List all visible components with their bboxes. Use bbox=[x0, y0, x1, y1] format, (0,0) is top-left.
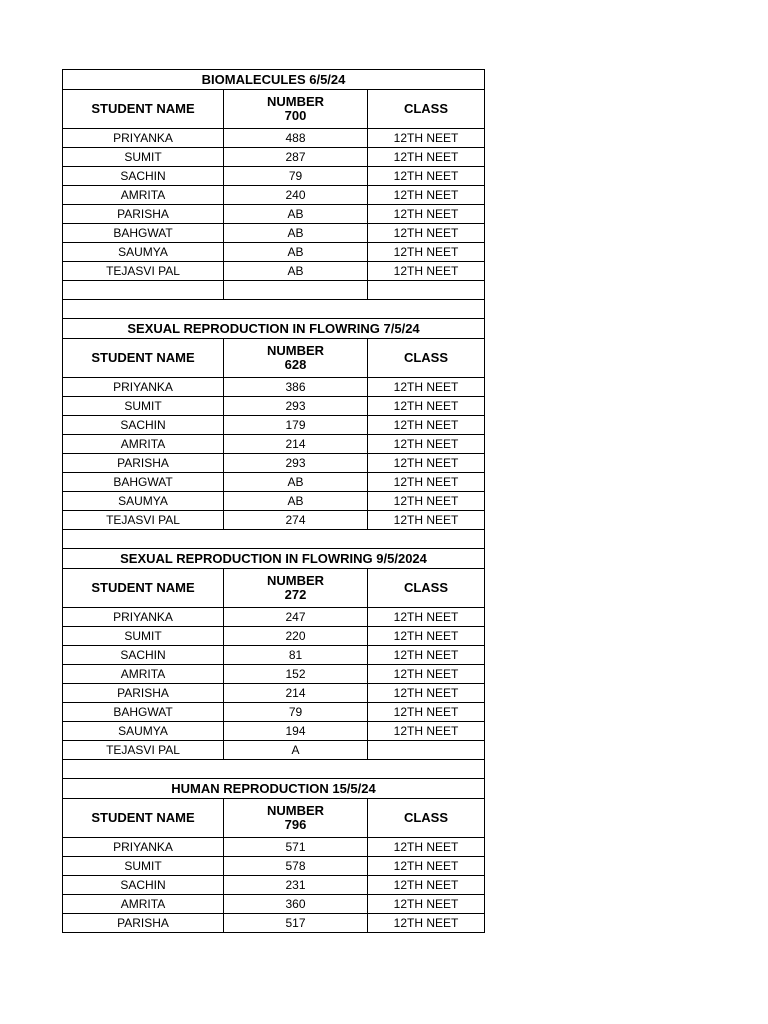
cell-class[interactable]: 12TH NEET bbox=[368, 148, 485, 167]
header-max-marks: 796 bbox=[284, 817, 307, 832]
cell-class[interactable]: 12TH NEET bbox=[368, 454, 485, 473]
section-title-row bbox=[63, 70, 485, 90]
cell-number[interactable]: AB bbox=[224, 473, 368, 492]
header-number[interactable] bbox=[224, 799, 368, 838]
cell-class[interactable]: 12TH NEET bbox=[368, 224, 485, 243]
table-row bbox=[63, 703, 485, 722]
header-class[interactable]: CLASS bbox=[368, 569, 485, 608]
cell-class[interactable]: 12TH NEET bbox=[368, 378, 485, 397]
header-number-label: NUMBER bbox=[266, 573, 325, 588]
empty-cell[interactable] bbox=[368, 281, 485, 300]
table-row bbox=[63, 416, 485, 435]
header-max-marks: 700 bbox=[284, 108, 307, 123]
cell-student-name[interactable]: SAUMYA bbox=[63, 243, 224, 262]
cell-student-name[interactable]: SUMIT bbox=[63, 857, 224, 876]
cell-student-name[interactable]: BAHGWAT bbox=[63, 703, 224, 722]
header-number-label: NUMBER bbox=[266, 94, 325, 109]
cell-number[interactable]: AB bbox=[224, 262, 368, 281]
empty-cell[interactable] bbox=[63, 760, 485, 779]
column-header-row bbox=[63, 799, 485, 838]
cell-number[interactable]: 79 bbox=[224, 167, 368, 186]
cell-student-name[interactable]: SUMIT bbox=[63, 627, 224, 646]
header-class[interactable]: CLASS bbox=[368, 799, 485, 838]
table-row bbox=[63, 473, 485, 492]
table-row bbox=[63, 243, 485, 262]
cell-class[interactable]: 12TH NEET bbox=[368, 703, 485, 722]
cell-student-name[interactable]: PARISHA bbox=[63, 914, 224, 933]
table-row bbox=[63, 205, 485, 224]
section-title-row bbox=[63, 549, 485, 569]
cell-class[interactable]: 12TH NEET bbox=[368, 492, 485, 511]
cell-class[interactable] bbox=[368, 741, 485, 760]
cell-student-name[interactable]: PRIYANKA bbox=[63, 378, 224, 397]
cell-class[interactable]: 12TH NEET bbox=[368, 167, 485, 186]
cell-class[interactable]: 12TH NEET bbox=[368, 129, 485, 148]
cell-class[interactable]: 12TH NEET bbox=[368, 205, 485, 224]
cell-number[interactable]: 214 bbox=[224, 684, 368, 703]
cell-number[interactable]: 194 bbox=[224, 722, 368, 741]
empty-row bbox=[63, 530, 485, 549]
table-row bbox=[63, 665, 485, 684]
cell-student-name[interactable]: SACHIN bbox=[63, 646, 224, 665]
table-row bbox=[63, 646, 485, 665]
table-row bbox=[63, 454, 485, 473]
cell-student-name[interactable]: SAUMYA bbox=[63, 722, 224, 741]
cell-class[interactable]: 12TH NEET bbox=[368, 684, 485, 703]
cell-number[interactable]: AB bbox=[224, 224, 368, 243]
table-row bbox=[63, 838, 485, 857]
section-title-row bbox=[63, 319, 485, 339]
cell-class[interactable]: 12TH NEET bbox=[368, 665, 485, 684]
cell-number[interactable]: 517 bbox=[224, 914, 368, 933]
column-header-row bbox=[63, 339, 485, 378]
table-row bbox=[63, 741, 485, 760]
cell-number[interactable]: 214 bbox=[224, 435, 368, 454]
empty-cell[interactable] bbox=[224, 281, 368, 300]
cell-number[interactable]: 578 bbox=[224, 857, 368, 876]
cell-class[interactable]: 12TH NEET bbox=[368, 243, 485, 262]
header-max-marks: 272 bbox=[284, 587, 307, 602]
header-number-label: NUMBER bbox=[266, 343, 325, 358]
header-class[interactable]: CLASS bbox=[368, 339, 485, 378]
table-row bbox=[63, 378, 485, 397]
cell-number[interactable]: 152 bbox=[224, 665, 368, 684]
section-title[interactable]: HUMAN REPRODUCTION 15/5/24 bbox=[63, 779, 485, 799]
header-number[interactable] bbox=[224, 90, 368, 129]
cell-number[interactable]: 220 bbox=[224, 627, 368, 646]
cell-student-name[interactable]: SUMIT bbox=[63, 397, 224, 416]
table-row bbox=[63, 722, 485, 741]
cell-class[interactable]: 12TH NEET bbox=[368, 511, 485, 530]
cell-class[interactable]: 12TH NEET bbox=[368, 895, 485, 914]
header-student-name[interactable]: STUDENT NAME bbox=[63, 799, 224, 838]
header-student-name[interactable]: STUDENT NAME bbox=[63, 339, 224, 378]
cell-number[interactable]: 571 bbox=[224, 838, 368, 857]
table-row bbox=[63, 492, 485, 511]
cell-class[interactable]: 12TH NEET bbox=[368, 186, 485, 205]
cell-student-name[interactable]: AMRITA bbox=[63, 435, 224, 454]
empty-row bbox=[63, 281, 485, 300]
cell-class[interactable]: 12TH NEET bbox=[368, 627, 485, 646]
table-row bbox=[63, 876, 485, 895]
cell-student-name[interactable]: TEJASVI PAL bbox=[63, 511, 224, 530]
empty-cell[interactable] bbox=[63, 281, 224, 300]
section-title[interactable]: SEXUAL REPRODUCTION IN FLOWRING 9/5/2024 bbox=[63, 549, 485, 569]
cell-student-name[interactable]: SAUMYA bbox=[63, 492, 224, 511]
cell-student-name[interactable]: SACHIN bbox=[63, 167, 224, 186]
cell-student-name[interactable]: SACHIN bbox=[63, 416, 224, 435]
header-number[interactable] bbox=[224, 339, 368, 378]
marks-sheet-table bbox=[62, 69, 485, 933]
cell-class[interactable]: 12TH NEET bbox=[368, 416, 485, 435]
cell-number[interactable]: 274 bbox=[224, 511, 368, 530]
cell-class[interactable]: 12TH NEET bbox=[368, 876, 485, 895]
cell-number[interactable]: 79 bbox=[224, 703, 368, 722]
table-row bbox=[63, 435, 485, 454]
cell-number[interactable]: A bbox=[224, 741, 368, 760]
table-row bbox=[63, 627, 485, 646]
cell-class[interactable]: 12TH NEET bbox=[368, 857, 485, 876]
header-student-name[interactable]: STUDENT NAME bbox=[63, 90, 224, 129]
section-title[interactable]: SEXUAL REPRODUCTION IN FLOWRING 7/5/24 bbox=[63, 319, 485, 339]
empty-cell[interactable] bbox=[63, 530, 485, 549]
table-row bbox=[63, 857, 485, 876]
cell-student-name[interactable]: AMRITA bbox=[63, 895, 224, 914]
table-row bbox=[63, 129, 485, 148]
cell-number[interactable]: 247 bbox=[224, 608, 368, 627]
cell-number[interactable]: AB bbox=[224, 492, 368, 511]
table-row bbox=[63, 511, 485, 530]
table-row bbox=[63, 895, 485, 914]
table-row bbox=[63, 914, 485, 933]
empty-row bbox=[63, 300, 485, 319]
cell-student-name[interactable]: AMRITA bbox=[63, 665, 224, 684]
cell-student-name[interactable]: PARISHA bbox=[63, 684, 224, 703]
cell-student-name[interactable]: PRIYANKA bbox=[63, 608, 224, 627]
cell-number[interactable]: 179 bbox=[224, 416, 368, 435]
header-number[interactable] bbox=[224, 569, 368, 608]
cell-number[interactable]: 240 bbox=[224, 186, 368, 205]
cell-student-name[interactable]: TEJASVI PAL bbox=[63, 262, 224, 281]
cell-number[interactable]: 360 bbox=[224, 895, 368, 914]
cell-student-name[interactable]: PRIYANKA bbox=[63, 129, 224, 148]
cell-student-name[interactable]: PARISHA bbox=[63, 205, 224, 224]
cell-number[interactable]: 231 bbox=[224, 876, 368, 895]
header-number-label: NUMBER bbox=[266, 803, 325, 818]
cell-class[interactable]: 12TH NEET bbox=[368, 914, 485, 933]
cell-number[interactable]: 293 bbox=[224, 397, 368, 416]
table-row bbox=[63, 148, 485, 167]
table-row bbox=[63, 262, 485, 281]
cell-student-name[interactable]: SUMIT bbox=[63, 148, 224, 167]
cell-student-name[interactable]: BAHGWAT bbox=[63, 473, 224, 492]
cell-class[interactable]: 12TH NEET bbox=[368, 435, 485, 454]
cell-class[interactable]: 12TH NEET bbox=[368, 646, 485, 665]
cell-class[interactable]: 12TH NEET bbox=[368, 397, 485, 416]
table-row bbox=[63, 186, 485, 205]
header-class[interactable]: CLASS bbox=[368, 90, 485, 129]
header-student-name[interactable]: STUDENT NAME bbox=[63, 569, 224, 608]
table-row bbox=[63, 608, 485, 627]
column-header-row bbox=[63, 569, 485, 608]
column-header-row bbox=[63, 90, 485, 129]
cell-student-name[interactable]: PRIYANKA bbox=[63, 838, 224, 857]
cell-number[interactable]: AB bbox=[224, 243, 368, 262]
cell-student-name[interactable]: BAHGWAT bbox=[63, 224, 224, 243]
cell-number[interactable]: 287 bbox=[224, 148, 368, 167]
cell-number[interactable]: 488 bbox=[224, 129, 368, 148]
cell-class[interactable]: 12TH NEET bbox=[368, 838, 485, 857]
cell-number[interactable]: 81 bbox=[224, 646, 368, 665]
cell-student-name[interactable]: PARISHA bbox=[63, 454, 224, 473]
table-row bbox=[63, 397, 485, 416]
header-max-marks: 628 bbox=[284, 357, 307, 372]
cell-number[interactable]: AB bbox=[224, 205, 368, 224]
cell-student-name[interactable]: TEJASVI PAL bbox=[63, 741, 224, 760]
cell-number[interactable]: 386 bbox=[224, 378, 368, 397]
cell-class[interactable]: 12TH NEET bbox=[368, 262, 485, 281]
table-row bbox=[63, 224, 485, 243]
cell-number[interactable]: 293 bbox=[224, 454, 368, 473]
cell-class[interactable]: 12TH NEET bbox=[368, 473, 485, 492]
cell-student-name[interactable]: AMRITA bbox=[63, 186, 224, 205]
empty-row bbox=[63, 760, 485, 779]
empty-cell[interactable] bbox=[63, 300, 485, 319]
section-title-row bbox=[63, 779, 485, 799]
table-row bbox=[63, 684, 485, 703]
section-title[interactable]: BIOMALECULES 6/5/24 bbox=[63, 70, 485, 90]
table-row bbox=[63, 167, 485, 186]
cell-class[interactable]: 12TH NEET bbox=[368, 722, 485, 741]
cell-student-name[interactable]: SACHIN bbox=[63, 876, 224, 895]
cell-class[interactable]: 12TH NEET bbox=[368, 608, 485, 627]
